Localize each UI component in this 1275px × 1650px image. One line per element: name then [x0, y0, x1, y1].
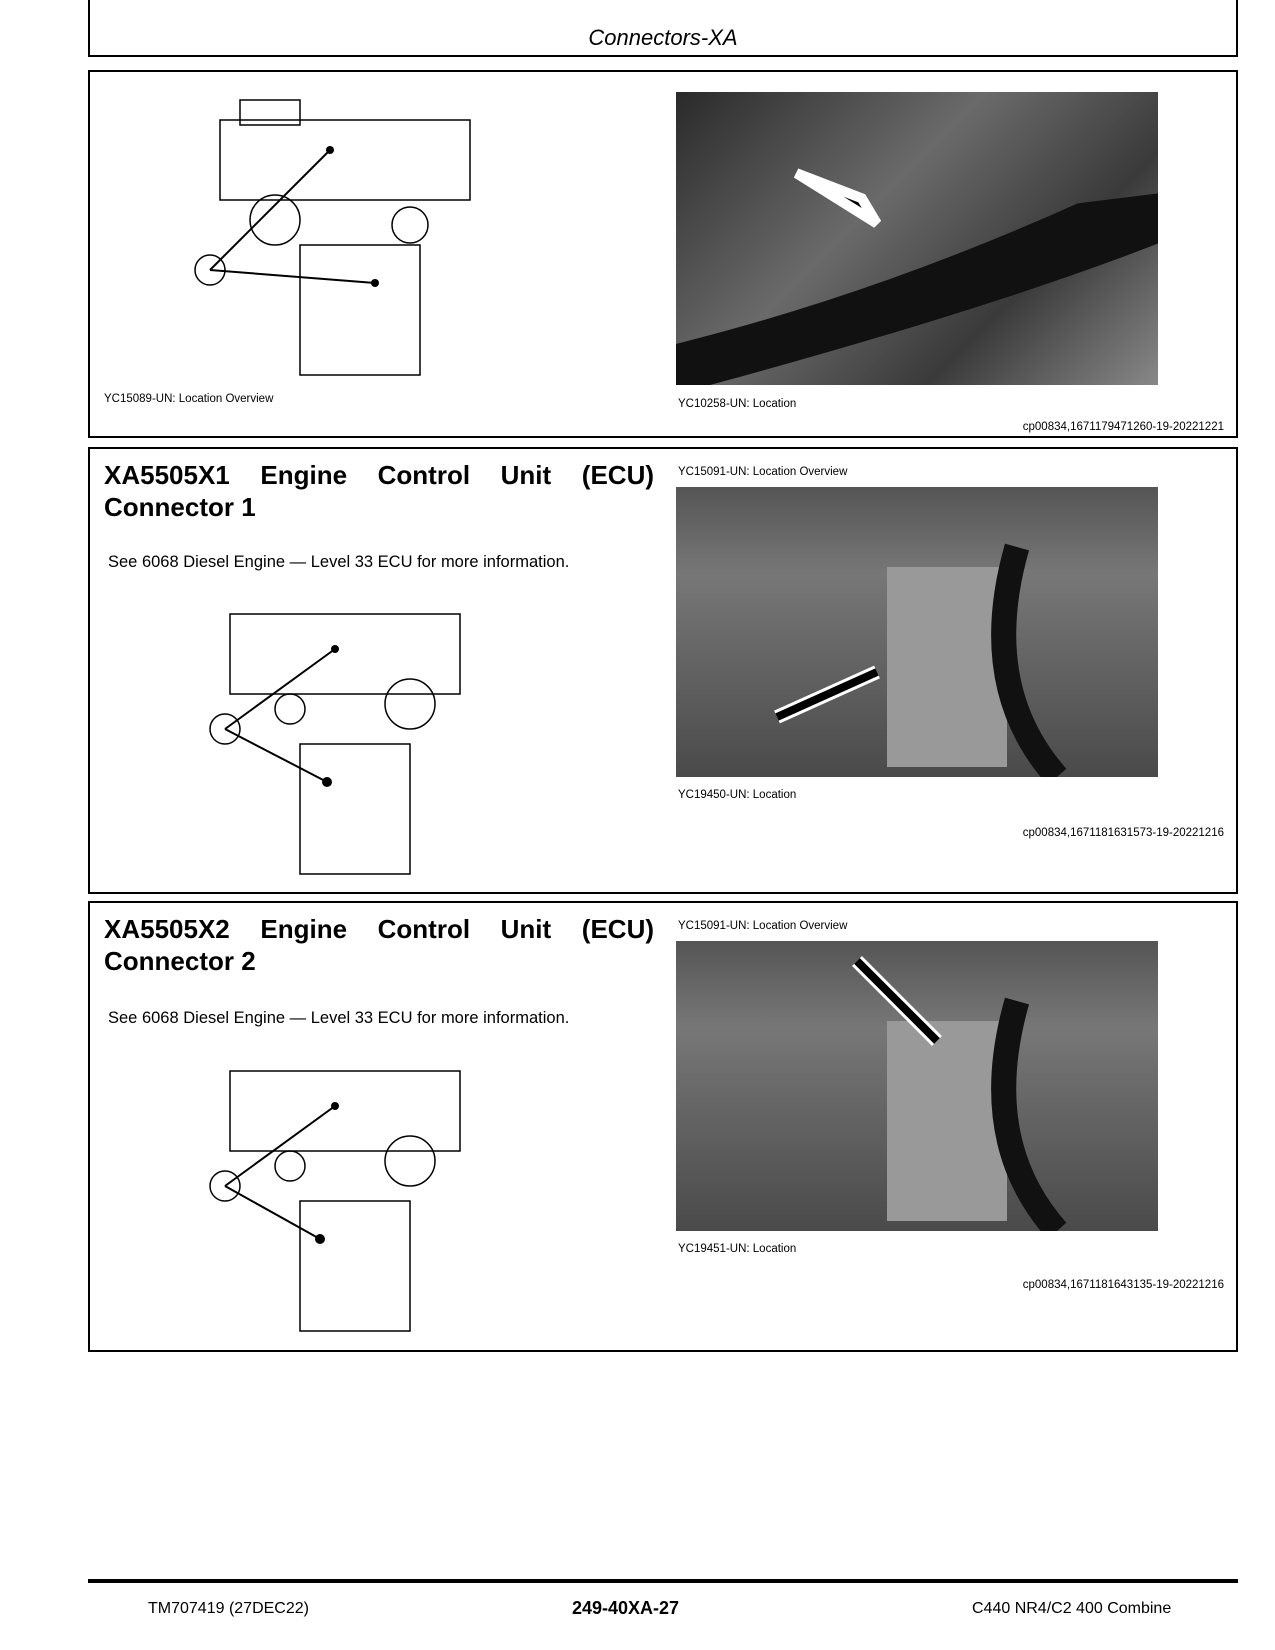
arrow-icon	[777, 672, 877, 717]
reference-id: cp00834,1671181631573-19-20221216	[1022, 827, 1224, 839]
overview-caption: YC15089-UN: Location Overview	[104, 393, 274, 405]
section-location-overview	[88, 70, 1238, 438]
section-xa5505x1	[88, 447, 1238, 894]
section-xa5505x2	[88, 901, 1238, 1352]
footer-divider	[88, 1579, 1238, 1583]
location-photo	[676, 941, 1158, 1231]
location-photo	[676, 92, 1158, 385]
photo-caption: YC19450-UN: Location	[678, 789, 797, 801]
reference-id: cp00834,1671179471260-19-20221221	[1022, 421, 1224, 433]
footer-doc-id: TM707419 (27DEC22)	[148, 1600, 309, 1617]
photo-caption: YC10258-UN: Location	[678, 398, 797, 410]
arrow-icon	[797, 173, 877, 223]
combine-location-diagram	[190, 90, 490, 380]
photo-caption: YC19451-UN: Location	[678, 1243, 797, 1255]
overview-caption: YC15091-UN: Location Overview	[678, 920, 848, 932]
footer-model: C440 NR4/C2 400 Combine	[972, 1600, 1172, 1617]
section-note: See 6068 Diesel Engine — Level 33 ECU for more information.	[108, 553, 570, 571]
footer-page-number: 249-40XA-27	[572, 1598, 680, 1618]
section-note: See 6068 Diesel Engine — Level 33 ECU for more information.	[108, 1009, 570, 1027]
combine-location-diagram	[200, 1051, 480, 1336]
overview-caption: YC15091-UN: Location Overview	[678, 466, 848, 478]
section-title: XA5505X1 Engine Control Unit (ECU) Connector 1	[104, 460, 654, 522]
page-header	[88, 0, 1238, 57]
page-title: Connectors-XA	[588, 25, 738, 50]
location-photo	[676, 487, 1158, 777]
section-title: XA5505X2 Engine Control Unit (ECU) Connector 2	[104, 914, 654, 976]
reference-id: cp00834,1671181643135-19-20221216	[1022, 1279, 1224, 1291]
combine-location-diagram	[200, 594, 480, 879]
